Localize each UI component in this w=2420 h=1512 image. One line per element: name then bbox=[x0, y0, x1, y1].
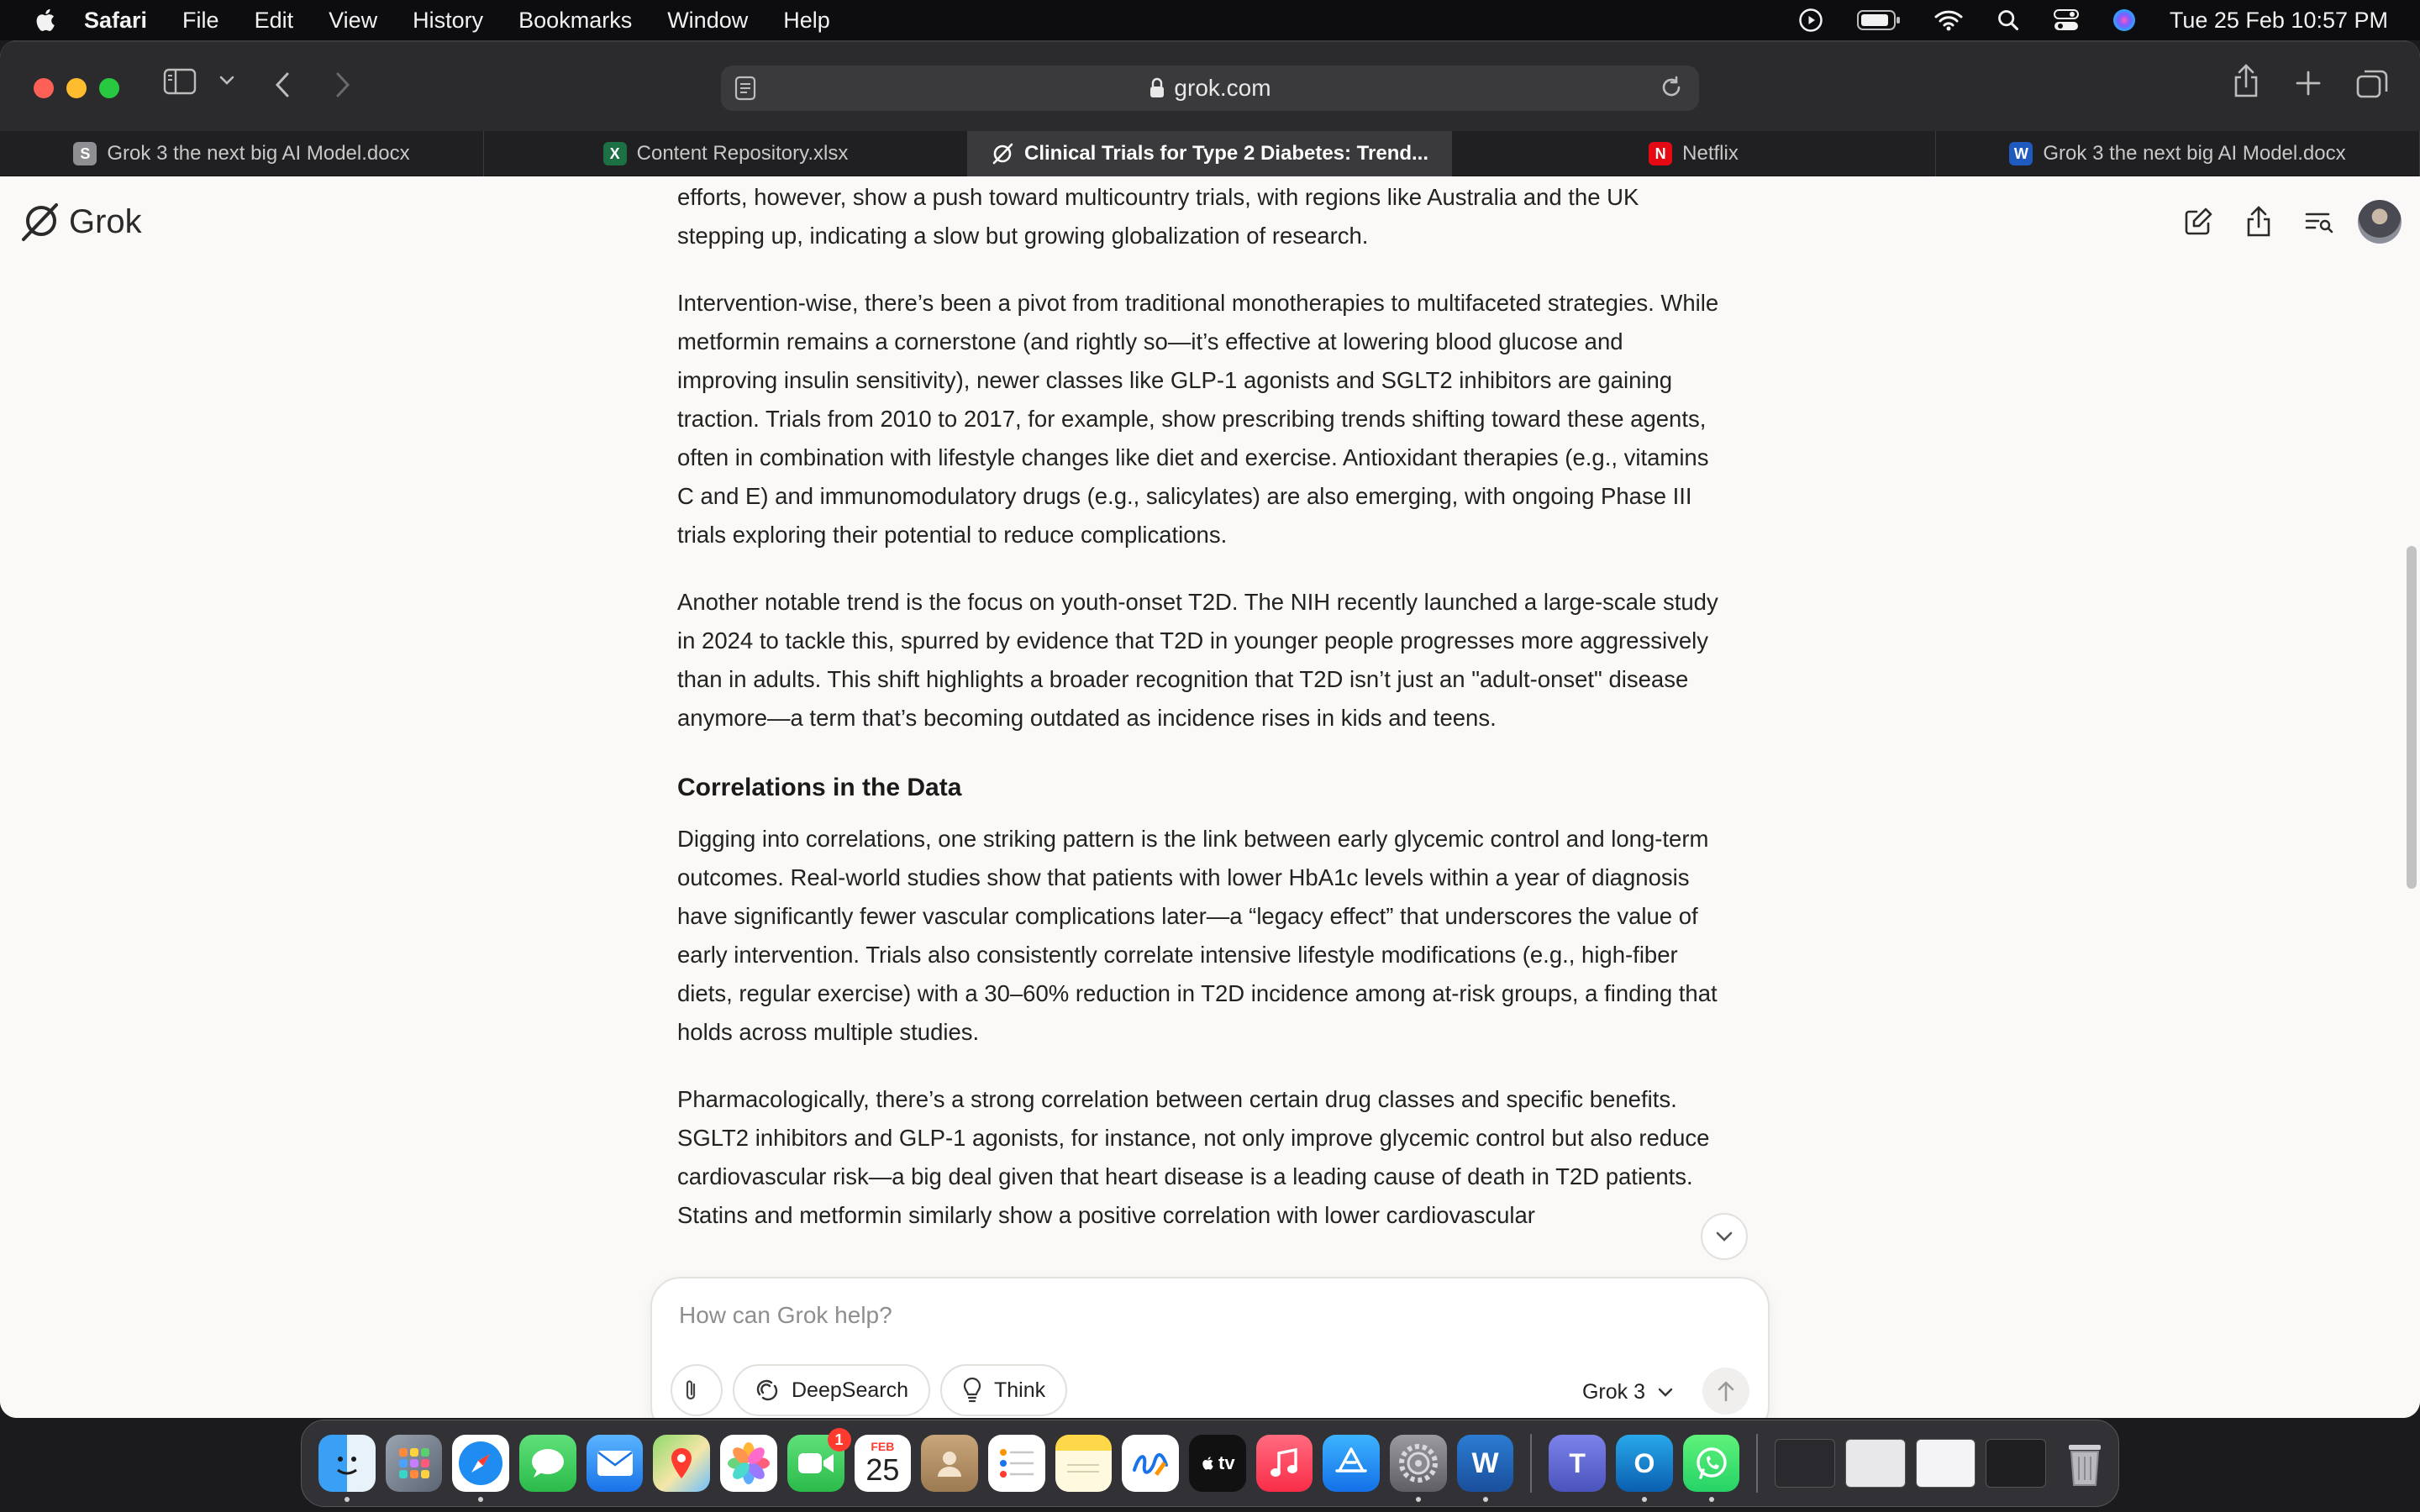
grok-favicon-icon bbox=[991, 142, 1014, 165]
model-selector[interactable] bbox=[1582, 1380, 1674, 1404]
menu-file[interactable]: File bbox=[182, 7, 219, 33]
send-button[interactable] bbox=[1702, 1368, 1749, 1415]
menu-window[interactable]: Window bbox=[667, 7, 749, 33]
photos-icon[interactable] bbox=[720, 1435, 777, 1492]
running-indicator bbox=[1416, 1497, 1421, 1502]
lightbulb-icon bbox=[962, 1378, 982, 1403]
whatsapp-icon[interactable] bbox=[1683, 1435, 1740, 1492]
contacts-icon[interactable] bbox=[921, 1435, 978, 1492]
browser-toolbar bbox=[0, 40, 2420, 131]
apple-tv-icon[interactable] bbox=[1189, 1435, 1246, 1492]
deepsearch-button[interactable] bbox=[733, 1364, 930, 1416]
trash-icon[interactable] bbox=[2056, 1435, 2113, 1492]
outlook-icon[interactable]: O bbox=[1616, 1435, 1673, 1492]
tab-label: Netflix bbox=[1682, 142, 1739, 165]
minimized-window-thumbnail[interactable] bbox=[1845, 1439, 1906, 1488]
menu-clock[interactable]: Tue 25 Feb 10:57 PM bbox=[2169, 7, 2388, 33]
chat-composer bbox=[650, 1277, 1770, 1418]
chevron-down-icon[interactable] bbox=[218, 74, 235, 87]
calendar-day: 25 bbox=[865, 1452, 900, 1487]
dock-separator bbox=[1756, 1434, 1758, 1493]
minimized-window-thumbnail[interactable] bbox=[1986, 1439, 2046, 1488]
reminders-icon[interactable] bbox=[988, 1435, 1045, 1492]
share-chat-icon[interactable] bbox=[2228, 198, 2289, 245]
history-search-icon[interactable] bbox=[2289, 198, 2349, 245]
tab-content-repository[interactable] bbox=[484, 131, 968, 176]
tab-label: Content Repository.xlsx bbox=[636, 142, 849, 165]
grok-page bbox=[0, 176, 2420, 1418]
running-indicator bbox=[345, 1497, 350, 1502]
music-icon[interactable] bbox=[1256, 1435, 1313, 1492]
running-indicator bbox=[1642, 1497, 1647, 1502]
safari-icon[interactable] bbox=[452, 1435, 509, 1492]
chevron-down-icon bbox=[1714, 1230, 1734, 1243]
think-label: Think bbox=[993, 1378, 1046, 1402]
reload-icon[interactable] bbox=[1659, 75, 1684, 106]
reader-icon[interactable] bbox=[734, 76, 756, 107]
calendar-icon[interactable] bbox=[855, 1435, 912, 1492]
paragraph-pharmacology: Pharmacologically, there’s a strong correlation between certain drug classes and specific benefits. SGLT2 inhibitors and GLP-1 agonists, for instance, not only improve glycemic control but also reduce cardiovascular risk—a big deal given that heart disease is a leading cause of death in T2D patients. Statins and metformin similarly show a positive correlation with lower cardiovascular bbox=[677, 1086, 1710, 1228]
sidebar-toggle-icon[interactable] bbox=[163, 67, 197, 96]
minimized-window-thumbnail[interactable] bbox=[1775, 1439, 1835, 1488]
deepsearch-icon bbox=[755, 1378, 780, 1403]
chat-input[interactable] bbox=[679, 1302, 1687, 1329]
word-app-icon[interactable]: W bbox=[1457, 1435, 1514, 1492]
siri-icon[interactable] bbox=[2112, 8, 2136, 32]
chevron-down-icon bbox=[1657, 1387, 1674, 1399]
wifi-icon[interactable] bbox=[1934, 9, 1963, 31]
maps-icon[interactable] bbox=[653, 1435, 710, 1492]
mail-icon[interactable] bbox=[587, 1435, 644, 1492]
apple-tv-label: tv bbox=[1218, 1452, 1235, 1473]
response-article bbox=[677, 178, 1728, 1263]
address-bar[interactable] bbox=[721, 66, 1699, 111]
back-icon[interactable] bbox=[272, 71, 292, 99]
facetime-icon[interactable] bbox=[787, 1431, 844, 1492]
tab-label: Grok 3 the next big AI Model.docx bbox=[2043, 142, 2346, 165]
app-store-icon[interactable] bbox=[1323, 1435, 1380, 1492]
play-icon[interactable] bbox=[1798, 8, 1823, 33]
paragraph-correlations: Digging into correlations, one striking pattern is the link between early glycemic control and long-term outcomes. Real-world studies show that patients with lower HbA1c levels within a year of diagnosis have significantly fewer vascular complications later—a “legacy effect” that underscores the value of early intervention. Trials also consistently correlate intensive lifestyle modifications (e.g., high-fiber diets, regular exercise) with a 30–60% reduction in T2D incidence among at-risk groups, a finding that holds across multiple studies. bbox=[677, 826, 1718, 1045]
facetime-badge: 1 bbox=[828, 1428, 851, 1452]
attach-button[interactable] bbox=[671, 1364, 723, 1416]
finder-icon[interactable] bbox=[318, 1435, 376, 1492]
excel-icon: X bbox=[603, 142, 627, 165]
messages-icon[interactable] bbox=[519, 1435, 576, 1492]
new-tab-icon[interactable] bbox=[2294, 69, 2323, 97]
paragraph-globalization: efforts, however, show a push toward multicountry trials, with regions like Australia and the UK stepping up, indicating a slow but growing globalization of research. bbox=[677, 184, 1639, 249]
tab-favicon-s: S bbox=[73, 142, 97, 165]
freeform-icon[interactable] bbox=[1122, 1435, 1179, 1492]
url-text[interactable]: grok.com bbox=[1174, 75, 1271, 101]
menu-bookmarks[interactable]: Bookmarks bbox=[518, 7, 633, 33]
running-indicator bbox=[1483, 1497, 1488, 1502]
running-indicator bbox=[478, 1497, 483, 1502]
tab-overview-icon[interactable] bbox=[2356, 69, 2388, 99]
control-center-icon[interactable] bbox=[2054, 8, 2079, 32]
tab-bar bbox=[0, 131, 2420, 176]
grok-logo[interactable] bbox=[18, 200, 142, 244]
tab-label: Grok 3 the next big AI Model.docx bbox=[107, 142, 410, 165]
minimized-window-thumbnail[interactable] bbox=[1916, 1439, 1976, 1488]
paragraph-youth-onset: Another notable trend is the focus on youth-onset T2D. The NIH recently launched a large-scale study in 2024 to tackle this, spurred by evidence that T2D in younger people progresses more aggressively than in adults. This shift highlights a broader recognition that T2D isn’t just an "adult-onset" disease anymore—a term that’s becoming outdated as incidence rises in kids and teens. bbox=[677, 589, 1718, 731]
lock-icon bbox=[1149, 77, 1165, 99]
tab-label: Clinical Trials for Type 2 Diabetes: Trend... bbox=[1023, 142, 1429, 165]
tab-grok-docx-1[interactable] bbox=[0, 131, 484, 176]
close-window-button[interactable] bbox=[34, 78, 54, 98]
user-avatar[interactable] bbox=[2358, 200, 2402, 244]
spotlight-search-icon[interactable] bbox=[1996, 8, 2020, 32]
menu-app-name[interactable]: Safari bbox=[84, 7, 148, 33]
grok-logo-icon bbox=[18, 200, 62, 244]
menu-view[interactable]: View bbox=[329, 7, 378, 33]
dock-separator bbox=[1530, 1434, 1532, 1493]
share-icon[interactable] bbox=[2232, 64, 2260, 99]
grok-logo-text: Grok bbox=[69, 202, 142, 240]
menu-bar bbox=[0, 0, 2420, 40]
heading-correlations: Correlations in the Data bbox=[677, 774, 962, 801]
forward-icon[interactable] bbox=[333, 71, 353, 99]
word-icon: W bbox=[2009, 142, 2033, 165]
page-actions bbox=[2168, 198, 2402, 245]
arrow-up-icon bbox=[1716, 1379, 1736, 1403]
tab-grok-docx-2[interactable] bbox=[1936, 131, 2420, 176]
dock bbox=[301, 1420, 2119, 1507]
running-indicator bbox=[1709, 1497, 1714, 1502]
new-chat-icon[interactable] bbox=[2168, 198, 2228, 245]
launchpad-icon[interactable] bbox=[386, 1435, 443, 1492]
system-settings-icon[interactable] bbox=[1390, 1435, 1447, 1492]
menu-history[interactable]: History bbox=[413, 7, 484, 33]
notes-icon[interactable] bbox=[1055, 1435, 1113, 1492]
battery-icon[interactable] bbox=[1857, 9, 1901, 31]
scroll-to-bottom-button[interactable] bbox=[1701, 1213, 1748, 1260]
tab-clinical-trials[interactable] bbox=[968, 131, 1452, 176]
minimize-window-button[interactable] bbox=[66, 78, 87, 98]
tab-netflix[interactable] bbox=[1452, 131, 1936, 176]
deepsearch-label: DeepSearch bbox=[792, 1378, 908, 1402]
paragraph-interventions: Intervention-wise, there’s been a pivot from traditional monotherapies to multifaceted strategies. While metformin remains a cornerstone (and rightly so—it’s effective at lowering blood glucose and improving insulin sensitivity), newer classes like GLP-1 agonists and SGLT2 inhibitors are gaining traction. Trials from 2010 to 2017, for example, show prescribing trends shifting toward these agents, often in combination with lifestyle changes like diet and exercise. Antioxidant therapies (e.g., vitamins C and E) and immunomodulatory drugs (e.g., salicylates) are also emerging, with ongoing Phase III trials exploring their potential to reduce complications. bbox=[677, 290, 1719, 548]
think-button[interactable] bbox=[940, 1364, 1067, 1416]
fullscreen-window-button[interactable] bbox=[99, 78, 119, 98]
teams-icon[interactable]: T bbox=[1549, 1435, 1606, 1492]
netflix-icon: N bbox=[1649, 142, 1672, 165]
calendar-month: FEB bbox=[871, 1440, 895, 1453]
menu-help[interactable]: Help bbox=[783, 7, 830, 33]
model-label: Grok 3 bbox=[1581, 1380, 1645, 1404]
paperclip-icon bbox=[681, 1378, 700, 1403]
page-scrollbar[interactable] bbox=[2407, 546, 2417, 889]
apple-icon[interactable] bbox=[32, 6, 60, 34]
safari-window bbox=[0, 40, 2420, 1418]
menu-edit[interactable]: Edit bbox=[254, 7, 294, 33]
